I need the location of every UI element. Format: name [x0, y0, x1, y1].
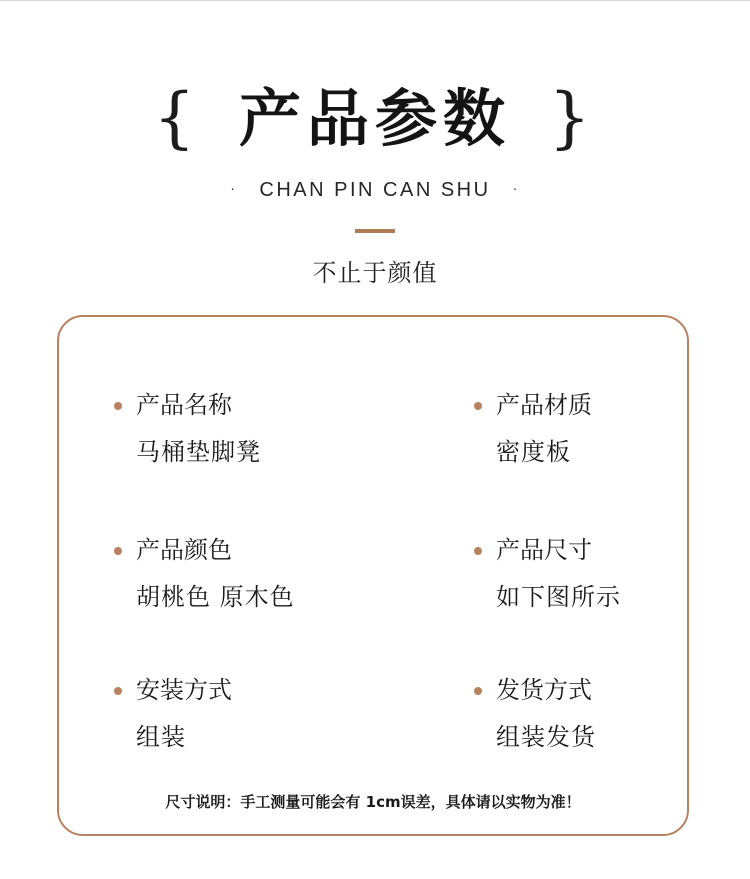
param-value: 组装发货	[496, 723, 596, 751]
pinyin-dot-left: ·	[230, 180, 238, 196]
bullet-dot	[474, 687, 482, 695]
param-value: 组装	[136, 723, 186, 751]
left-brace: {	[153, 79, 202, 156]
page-title	[0, 68, 750, 169]
param-label: 安装方式	[136, 676, 232, 704]
bullet-dot	[474, 402, 482, 410]
param-value: 胡桃色 原木色	[136, 583, 295, 611]
bullet-dot	[114, 402, 122, 410]
param-label: 产品颜色	[136, 536, 232, 564]
param-value: 如下图所示	[496, 583, 621, 611]
bullet-dot	[114, 547, 122, 555]
param-value: 密度板	[496, 438, 571, 466]
bullet-dot	[474, 547, 482, 555]
param-label: 产品材质	[496, 391, 592, 419]
param-label: 产品名称	[136, 391, 232, 419]
param-label: 产品尺寸	[496, 536, 592, 564]
right-brace: }	[548, 79, 597, 156]
pinyin-text: CHAN PIN CAN SHU	[259, 179, 491, 201]
pinyin-subtitle	[0, 173, 750, 205]
top-divider	[0, 0, 750, 1]
param-value: 马桶垫脚凳	[136, 438, 261, 466]
tagline: 不止于颜值	[312, 259, 438, 287]
pinyin-dot-right: ·	[512, 180, 520, 196]
param-label: 发货方式	[496, 676, 592, 704]
size-disclaimer: 尺寸说明：手工测量可能会有 1cm误差，具体请以实物为准！	[165, 793, 581, 811]
accent-divider	[355, 229, 395, 233]
title-text: 产品参数	[238, 82, 511, 155]
bullet-dot	[114, 687, 122, 695]
